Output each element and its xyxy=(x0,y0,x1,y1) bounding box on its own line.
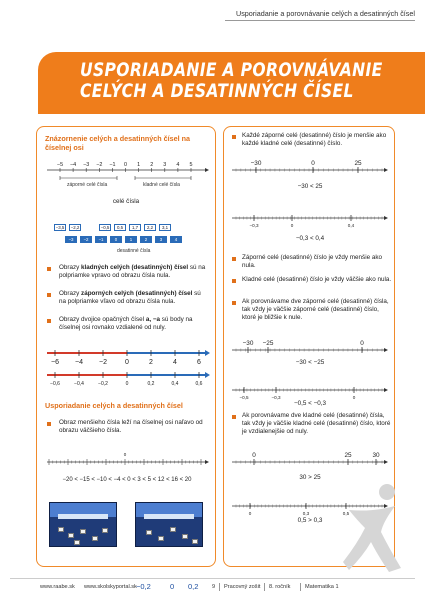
tick-label: 0,2 xyxy=(147,381,155,387)
comparison-5: 30 > 25 xyxy=(299,474,321,481)
number-axis-integers xyxy=(45,161,210,201)
axis-arrow xyxy=(384,388,388,392)
integer-number-box: −1 xyxy=(95,236,107,243)
integer-number-box: 2 xyxy=(140,236,152,243)
tick-label: 0 xyxy=(124,162,127,168)
footer-number-zero: 0 xyxy=(170,582,175,591)
integer-number-box: 0 xyxy=(110,236,122,243)
bullet-negative-numbers: Obrazy záporných celých (desatinných) čísel sú na polpriamke vľavo od obrazu čísla nula. xyxy=(59,290,201,306)
number-axis-r3 xyxy=(230,339,390,357)
tick-label: 30 xyxy=(372,452,380,459)
tick-label: −30 xyxy=(242,340,254,347)
footer-separator xyxy=(219,583,220,591)
number-axis-opposite-integers xyxy=(45,343,210,369)
decimal-boxes-row xyxy=(54,224,171,231)
tick-label: 2 xyxy=(150,162,154,168)
integer-boxes-row xyxy=(65,236,182,243)
tick-label: −2 xyxy=(96,162,103,168)
negative-integers-label: záporné celé čísla xyxy=(67,182,108,188)
decimal-numbers-label: desatinné čísla xyxy=(117,248,151,254)
footer-site-portal[interactable]: www.skolskyportal.sk xyxy=(84,584,137,590)
left-panel xyxy=(36,126,216,567)
whole-numbers-label: celé čísla xyxy=(112,198,140,205)
tick-label: 0,4 xyxy=(347,223,355,228)
interactive-game-screenshot-2 xyxy=(135,502,203,547)
bullet-marker xyxy=(47,267,51,271)
integer-number-box: −2 xyxy=(80,236,92,243)
tick-label: 0 xyxy=(352,395,356,400)
tick-label: 0 xyxy=(290,223,294,228)
tick-label: −1 xyxy=(109,162,116,168)
comparison-4: −0,5 < −0,3 xyxy=(293,400,327,407)
section-title-representation: Znázornenie celých a desatinných čísel na číselnej osi xyxy=(45,134,191,152)
bullet-marker xyxy=(232,135,236,139)
tick-label: −4 xyxy=(70,162,77,168)
interactive-game-screenshot-1 xyxy=(49,502,117,547)
tick-label: −0,3 xyxy=(271,395,281,400)
tick-label: 2 xyxy=(149,359,153,366)
bullet-negative-less-than-zero: Záporné celé (desatinné) číslo je vždy menšie ako nula. xyxy=(242,254,383,270)
chapter-banner xyxy=(38,52,425,114)
bullet-marker xyxy=(47,422,51,426)
footer-site-raabe[interactable]: www.raabe.sk xyxy=(40,584,75,590)
bullet-marker xyxy=(47,293,51,297)
decimal-number-box xyxy=(84,224,96,231)
tick-label: −6 xyxy=(51,359,59,366)
decimal-number-box: 1,7 xyxy=(129,224,141,231)
decimal-number-box: 0,5 xyxy=(114,224,126,231)
integer-number-box: 3 xyxy=(155,236,167,243)
banner-title-line-2: CELÝCH A DESATINNÝCH ČÍSEL xyxy=(80,80,354,102)
integer-number-box: 1 xyxy=(125,236,137,243)
number-axis-r4 xyxy=(230,379,390,400)
number-axis-opposite-decimals xyxy=(45,369,210,391)
tick-label: −2 xyxy=(99,359,107,366)
tick-label: 4 xyxy=(173,359,177,366)
number-axis-r2 xyxy=(230,207,390,228)
axis-arrow xyxy=(384,216,388,220)
tick-label: 0 xyxy=(360,340,364,347)
bullet-positive-greater-than-zero: Kladné celé (desatinné) číslo je vždy väčšie ako nula. xyxy=(242,276,392,283)
bullet-marker xyxy=(47,319,51,323)
ordering-chain: −20 < −15 < −10 < −4 < 0 < 3 < 5 < 12 < 16 < 20 xyxy=(62,477,192,483)
tick-label: 0,3 xyxy=(302,511,310,516)
bullet-compare-negatives: Ak porovnávame dve záporné celé (desatinné) čísla, tak vždy je väčšie záporné celé (desatinné) číslo, ktoré je bližšie k nule. xyxy=(242,298,389,322)
footer-divider xyxy=(10,578,415,579)
tick-label: 0,6 xyxy=(195,381,203,387)
integer-number-box: 4 xyxy=(170,236,182,243)
comparison-2: −0,3 < 0,4 xyxy=(295,235,325,242)
tick-label: 0,4 xyxy=(171,381,179,387)
number-axis-r1 xyxy=(230,159,390,177)
decimal-number-box: 3,1 xyxy=(159,224,171,231)
tick-label: 0 xyxy=(248,511,252,516)
bullet-smaller-number: Obraz menšieho čísla leží na číselnej osi naľavo od obrazu väčšieho čísla. xyxy=(59,419,203,435)
tick-label: −0,2 xyxy=(98,381,108,387)
tick-label: −25 xyxy=(262,340,274,347)
tick-label: −5 xyxy=(56,162,64,168)
section-title-ordering: Usporiadanie celých a desatinných čísel xyxy=(45,401,183,410)
header-divider xyxy=(225,20,415,21)
comparison-6: 0,5 > 0,3 xyxy=(297,517,323,524)
tick-label: 0,5 xyxy=(342,511,350,516)
integer-number-box: −3 xyxy=(65,236,77,243)
axis-arrow xyxy=(384,460,388,464)
banner-title-line-1: USPORIADANIE A POROVNÁVANIE xyxy=(80,59,383,81)
bullet-positive-numbers: Obrazy kladných celých (desatinných) čísel sú na polpriamke vpravo od obrazu čísla nula. xyxy=(59,264,206,280)
tick-label: 25 xyxy=(344,452,352,459)
number-axis-r5 xyxy=(230,451,390,469)
tick-label: 25 xyxy=(354,160,362,167)
comparison-3: −30 < −25 xyxy=(295,359,325,366)
footer-number-pos: 0,2 xyxy=(188,582,199,591)
decorative-figure-icon xyxy=(343,482,403,574)
footer-separator xyxy=(300,583,301,591)
page-header-title: Usporiadanie a porovnávanie celých a desatinných čísel xyxy=(236,9,415,18)
bullet-marker xyxy=(232,279,236,283)
tick-label: 6 xyxy=(197,359,201,366)
number-axis-ordering xyxy=(45,450,210,472)
bullet-compare-positives: Ak porovnávame dve kladné celé (desatinné) čísla, tak vždy je väčšie kladné celé (desatinné) číslo, ktoré je vzdialenejšie od nuly. xyxy=(242,412,391,436)
comparison-1: −30 < 25 xyxy=(297,183,323,190)
bullet-marker xyxy=(232,415,236,419)
tick-label: −0,5 xyxy=(239,395,249,400)
decimal-number-box: −2,2 xyxy=(70,225,80,230)
bullet-marker xyxy=(232,301,236,305)
decimal-number-box: −0,5 xyxy=(100,225,110,230)
tick-label: −0,6 xyxy=(50,381,60,387)
footer-separator xyxy=(264,583,265,591)
tick-label: 0 xyxy=(311,160,315,167)
decimal-number-box: −3,5 xyxy=(55,225,65,230)
footer-workbook: Pracovný zošit xyxy=(224,584,261,590)
tick-label: −0,4 xyxy=(74,381,84,387)
tick-label: 4 xyxy=(176,162,180,168)
bullet-negative-less-than-positive: Každé záporné celé (desatinné) číslo je menšie ako každé kladné celé (desatinné) číslo. xyxy=(242,132,387,148)
tick-label: 3 xyxy=(163,162,167,168)
tick-label: −30 xyxy=(250,160,262,167)
footer-number-neg: −0,2 xyxy=(136,582,151,591)
tick-label: −3 xyxy=(83,162,90,168)
footer-grade: 8. ročník xyxy=(269,584,291,590)
decimal-number-box: 2,2 xyxy=(144,224,156,231)
axis-arrow xyxy=(384,348,388,352)
tick-label: 0 xyxy=(123,452,127,457)
positive-integers-label: kladné celé čísla xyxy=(143,182,180,188)
bullet-marker xyxy=(232,257,236,261)
footer-page-number: 9 xyxy=(212,584,216,590)
axis-arrow xyxy=(384,168,388,172)
tick-label: 1 xyxy=(137,162,141,168)
tick-label: 5 xyxy=(189,162,193,168)
tick-label: −0,3 xyxy=(249,223,259,228)
footer-subject: Matematika 1 xyxy=(305,584,339,590)
bullet-opposite-numbers: Obrazy dvojice opačných čísel a, −a sú body na číselnej osi rovnako vzdialené od nuly. xyxy=(59,316,193,332)
tick-label: 0 xyxy=(252,452,256,459)
tick-label: −4 xyxy=(75,359,83,366)
tick-label: 0 xyxy=(125,359,129,366)
tick-label: 0 xyxy=(125,381,129,387)
